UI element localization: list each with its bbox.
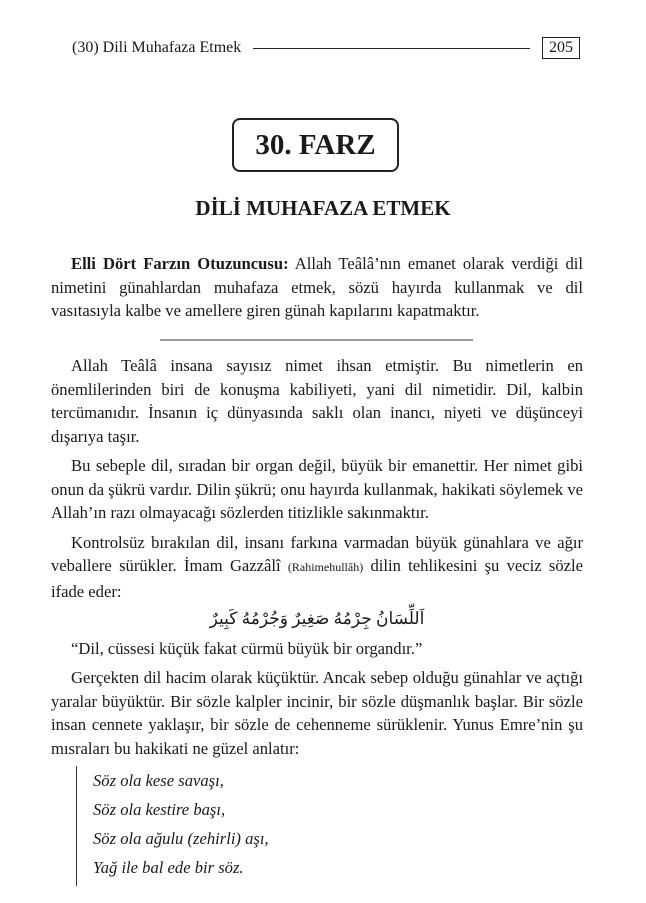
intro-text: Allah Teâlâ’nın emanet olarak verdiği dil nimetini günahlardan muhafaza etmek, sözü hayırda kullanmak ve dil vasıtasıyla kalbe ve amellere giren günah kapılarını kapatmaktır. xyxy=(51,254,583,320)
intro-paragraph xyxy=(51,252,583,323)
running-header xyxy=(72,36,580,60)
gazzali-text-end: dilin tehlikesini şu veciz sözle ifade eder: xyxy=(51,556,583,601)
paragraph: Allah Teâlâ insana sayısız nimet ihsan etmiştir. Bu nimetlerin en önemlilerinden biri de konuşma kabiliyeti, yani dil nimetidir. Dil, kalbin tercümanıdır. İnsanın iç dünyasında saklı olan inancı, niyeti ve düşünceyi dışarıya taşır. xyxy=(51,356,583,446)
chapter-subtitle: DİLİ MUHAFAZA ETMEK xyxy=(195,196,451,220)
gazzali-text: Kontrolsüz bırakılan dil, insanı farkına varmadan büyük günahlara ve ağır veballere sürükler. İmam Gazzâlî xyxy=(51,532,583,575)
paragraph: Bu sebeple dil, sıradan bir organ değil, büyük bir emanettir. Her nimet gibi onun da şükrü vardır. Dilin şükrü; onu hayırda kullanmak, hakikati söylemek ve Allah’ın razı olmayacağı sözlerden titizlikle sakınmaktır. xyxy=(51,456,583,522)
page-number: 205 xyxy=(542,37,580,59)
paragraph xyxy=(51,531,583,604)
poem-line: Yağ ile bal ede bir söz. xyxy=(93,858,244,877)
section-divider xyxy=(160,339,473,341)
poem xyxy=(76,766,269,886)
intro-lead: Elli Dört Farzın Otuzuncusu: xyxy=(71,254,289,273)
running-title: (30) Dili Muhafaza Etmek xyxy=(72,39,242,56)
paragraph: Gerçekten dil hacim olarak küçüktür. Ancak sebep olduğu günahlar ve açtığı yaralar büyüktür. Bir sözle kalpler incinir, bir sözle düşmanlık başlar. Bir sözle insan cennete yaklaşır, bir sözle de cehenneme sürüklenir. Yunus Emre’nin şu mısraları bu hakikati ne güzel anlatır: xyxy=(51,668,583,758)
poem-line: Söz ola ağulu (zehirli) aşı, xyxy=(93,829,269,848)
poem-line: Söz ola kese savaşı, xyxy=(93,771,224,790)
translation-quote: “Dil, cüssesi küçük fakat cürmü büyük bir organdır.” xyxy=(71,638,423,658)
arabic-quote: اَللِّسَانُ جِرْمُهُ صَغِيرٌ وَجُرْمُهُ كَبِيرٌ xyxy=(209,609,425,628)
poem-line: Söz ola kestire başı, xyxy=(93,800,226,819)
honorific: (Rahimehullâh) xyxy=(287,560,364,574)
main-text xyxy=(51,354,583,760)
header-rule xyxy=(253,48,530,49)
chapter-title: 30. FARZ xyxy=(232,118,399,172)
